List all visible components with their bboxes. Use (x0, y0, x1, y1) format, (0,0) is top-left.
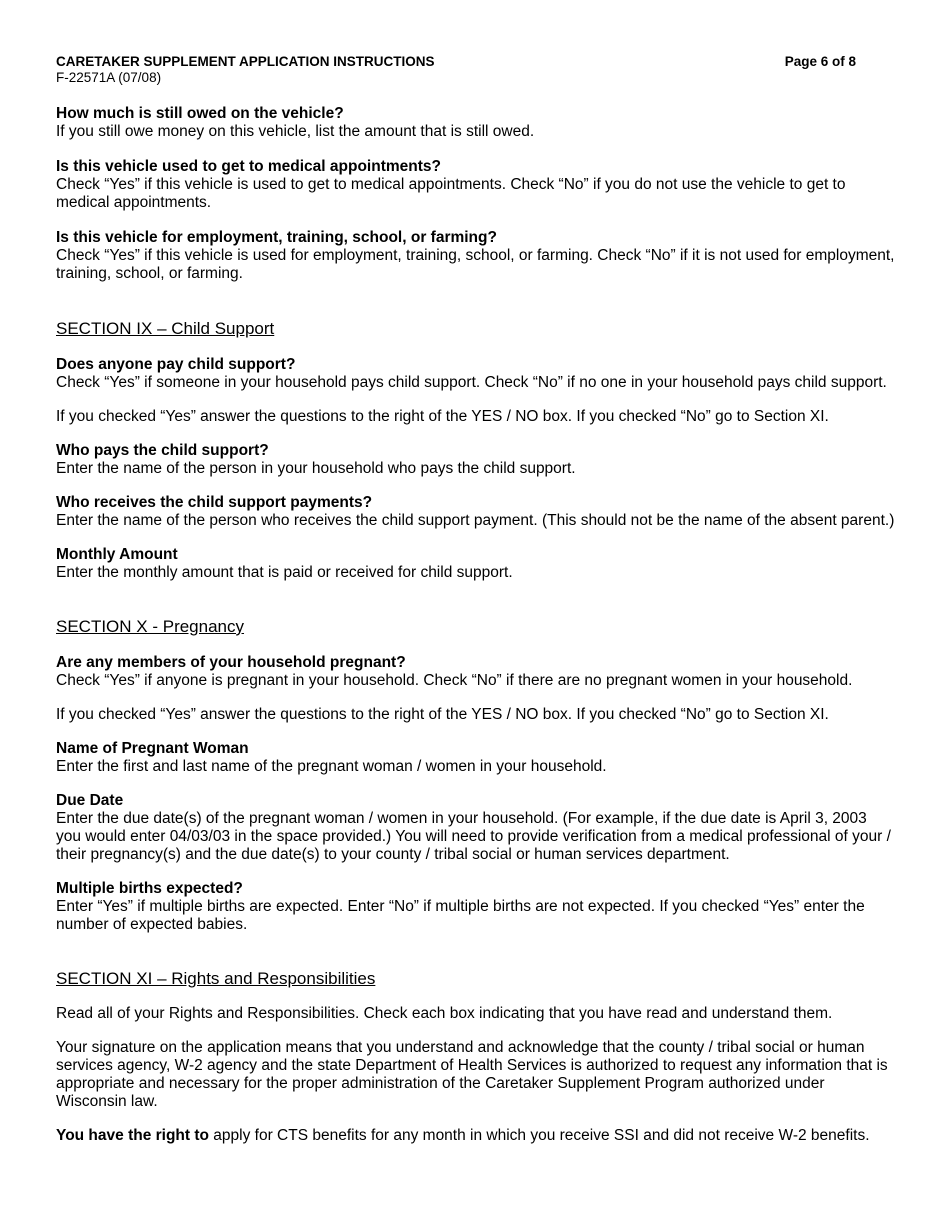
section-x-instruction: If you checked “Yes” answer the questions to the right of the YES / NO box. If you checked “No” go to Section XI. (56, 706, 829, 723)
question-answer: Check “Yes” if this vehicle is used for employment, training, school, or farming. Check “No” if it is not used for employment, training, school, or farming. (56, 247, 895, 282)
page-header (56, 54, 896, 86)
question-heading: How much is still owed on the vehicle? (56, 105, 344, 122)
section-x-title: SECTION X - Pregnancy (56, 617, 245, 636)
child-support-monthly-block (56, 546, 896, 582)
right-to-text: apply for CTS benefits for any month in which you receive SSI and did not receive W-2 benefits. (209, 1127, 870, 1144)
question-answer: Enter the name of the person who receives the child support payment. (This should not be the name of the absent parent.) (56, 512, 895, 529)
question-heading: Is this vehicle for employment, training, school, or farming? (56, 229, 497, 246)
question-answer: Check “Yes” if anyone is pregnant in your household. Check “No” if there are no pregnant women in your household. (56, 672, 853, 689)
document-page (56, 54, 896, 1145)
pregnant-name-block (56, 740, 896, 776)
multiple-births-block (56, 880, 896, 934)
signature-paragraph: Your signature on the application means that you understand and acknowledge that the county / tribal social or human services agency, W-2 agency and the state Department of Health Services is authorized to request any information that is appropriate and necessary for the proper administration of the Caretaker Supplement Program authorized under Wisconsin law. (56, 1039, 888, 1110)
question-answer: Check “Yes” if someone in your household pays child support. Check “No” if no one in your household pays child support. (56, 374, 887, 391)
form-id: F-22571A (07/08) (56, 70, 162, 85)
right-to-paragraph (56, 1127, 896, 1145)
question-answer: Enter the first and last name of the pregnant woman / women in your household. (56, 758, 607, 775)
vehicle-employment-block (56, 229, 896, 283)
question-heading: Multiple births expected? (56, 880, 243, 897)
question-answer: If you still owe money on this vehicle, list the amount that is still owed. (56, 123, 535, 140)
due-date-block (56, 792, 896, 864)
question-heading: Who pays the child support? (56, 442, 269, 459)
child-support-pay-block (56, 356, 896, 392)
vehicle-owed-block (56, 105, 896, 141)
question-heading: Does anyone pay child support? (56, 356, 296, 373)
pregnancy-block (56, 654, 896, 690)
question-heading: Monthly Amount (56, 546, 178, 563)
question-answer: Check “Yes” if this vehicle is used to get to medical appointments. Check “No” if you do not use the vehicle to get to medical appointments. (56, 176, 846, 211)
child-support-who-receives-block (56, 494, 896, 530)
question-answer: Enter the monthly amount that is paid or received for child support. (56, 564, 513, 581)
child-support-who-pays-block (56, 442, 896, 478)
question-heading: Is this vehicle used to get to medical appointments? (56, 158, 441, 175)
section-ix-instruction: If you checked “Yes” answer the questions to the right of the YES / NO box. If you checked “No” go to Section XI. (56, 408, 829, 425)
rights-read-paragraph: Read all of your Rights and Responsibilities. Check each box indicating that you have read and understand them. (56, 1005, 833, 1022)
question-heading: Name of Pregnant Woman (56, 740, 249, 757)
section-xi-title: SECTION XI – Rights and Responsibilities (56, 969, 376, 988)
vehicle-medical-block (56, 158, 896, 212)
question-answer: Enter the name of the person in your household who pays the child support. (56, 460, 576, 477)
section-ix-title: SECTION IX – Child Support (56, 319, 275, 338)
right-to-bold: You have the right to (56, 1127, 209, 1144)
question-heading: Are any members of your household pregnant? (56, 654, 406, 671)
question-answer: Enter “Yes” if multiple births are expected. Enter “No” if multiple births are not expected. If you checked “Yes” enter the number of expected babies. (56, 898, 865, 933)
page-number: Page 6 of 8 (784, 54, 856, 69)
document-title: CARETAKER SUPPLEMENT APPLICATION INSTRUCTIONS (56, 54, 435, 69)
question-heading: Who receives the child support payments? (56, 494, 373, 511)
question-heading: Due Date (56, 792, 124, 809)
question-answer: Enter the due date(s) of the pregnant woman / women in your household. (For example, if the due date is April 3, 2003 you would enter 04/03/03 in the space provided.) You will need to provide verification from a medical professional of your / their pregnancy(s) and the due date(s) to your county / tribal social or human services department. (56, 810, 891, 863)
